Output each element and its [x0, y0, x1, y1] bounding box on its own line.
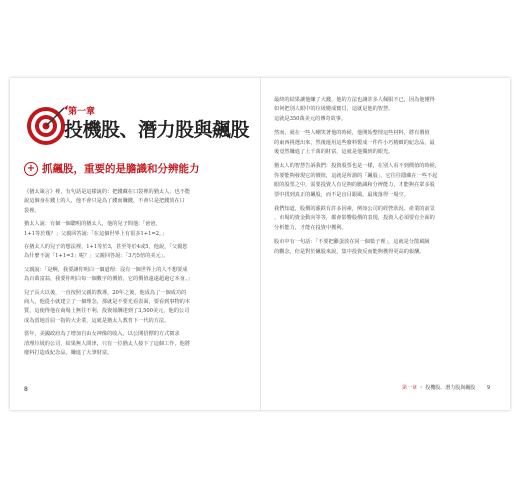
text-line: 猶太人說：有個一個聰明的猶太人，他的兒子問他:「爸爸， — [24, 221, 161, 228]
text-line: 、市場的資金動向等等，都會影響股價的表現，投資人必須要有全面的 — [274, 215, 435, 222]
text-line: 最終的結果讓他賺了大錢，他的方法也讓許多人佩服不已，因為他懂得 — [274, 97, 435, 103]
right-page — [260, 78, 510, 410]
text-line: 兒子長大以後，一直按照父親的教導，20年之後，他成為了一個成功的 — [24, 289, 187, 296]
text-line: 清理垃圾的公司，結果無人問津，只有一位猶太人接下了這個工作，他將 — [24, 340, 191, 347]
text-line: 為百萬富翁，我要你明白每一個數字的價值，它的價值遠遠超過它本身。」 — [24, 276, 193, 283]
page-number-left: 8 — [24, 386, 28, 393]
text-line: 股市中有一句話：「不要把雞蛋放在同一個籃子裡」，這就是分散風險 — [274, 239, 430, 246]
text-line: 《猶太箴言》裡，有句話是這樣說的：把錢藏在口袋裡的猶太人，也不能 — [24, 189, 191, 195]
text-line: 質，這使得他在商場上無往不利，投資報酬達到了3,500美元，他的公司 — [24, 308, 190, 315]
text-line: 父親說：「是啊，我要讓你明白一個道理：沒有一個世界上的人不想要成 — [24, 266, 188, 273]
paragraph — [274, 129, 435, 157]
text-line: 廢料打造成紀念品，賺進了大筆財富。 — [24, 349, 113, 356]
paragraph — [24, 266, 193, 285]
book-spread — [10, 78, 510, 410]
text-line: 如何把別人眼中的垃圾變成寶貝，這就是他的智慧。 — [274, 106, 394, 113]
text-line: 的東西挑選出來，然後運用這些廢料製成一件件小巧精緻的紀念品，最 — [274, 139, 435, 146]
plus-circle-icon: + — [24, 162, 38, 176]
paragraph — [24, 289, 190, 327]
page-number-right: 9 — [486, 385, 490, 391]
section-heading — [24, 161, 254, 177]
paragraph — [274, 96, 435, 124]
paragraph — [24, 220, 167, 239]
chapter-title: 投機股、潛力股與飆股 — [64, 119, 250, 141]
text-line: 這就是350萬美元的傳奇故事。 — [274, 115, 347, 122]
paragraph — [24, 188, 190, 216]
left-page — [10, 78, 260, 410]
text-line: 猶太人的智慧告訴我們：投資股票也是一樣，在別人看不到價值的時候， — [274, 163, 441, 170]
paragraph — [274, 162, 440, 200]
text-line: 然而，就在一些人嘲笑著他的時候，他開始整理這些材料，將有價值 — [274, 130, 430, 137]
text-line: 後竟然賺進了上千萬的財富，這就是他獨到的眼光。 — [274, 148, 394, 155]
running-head-chapter: 第一章 — [401, 385, 417, 391]
text-line: 我們知道，股價的漲跌有許多因素，例如公司的經營狀況、產業的前景 — [274, 206, 435, 212]
chapter-label: 第一章 — [68, 107, 96, 117]
text-line: 的觀念，但是對於飆股來說，集中投資反而能夠獲得更高的報酬。 — [274, 248, 425, 255]
text-line: 商人，他從小就建立了一個理念，那就是不要光看表面，要看到事物的本 — [24, 298, 191, 305]
text-line: 1+1等於幾？」父親回答說:「在這個世界上有很多1+1=2。」 — [24, 230, 167, 237]
text-line: 你要能夠發現它的價值，這就是所謂的「飆股」，它往往隱藏在一些不起 — [274, 172, 438, 179]
paragraph — [274, 238, 430, 257]
section-title: 抓飆股，重要的是膽識和分辨能力 — [42, 163, 200, 175]
running-head: 第一章 ・ 投機股、潛力股與飆股 9 — [401, 385, 490, 391]
text-line: 票中找到真正的飆股，而不是盲目跟風，最後落得一場空。 — [274, 191, 409, 198]
text-line: 當年，美國政府為了增加自由女神像的收入，以公開招標的方式徵求 — [24, 331, 180, 338]
text-line: 袋裡。 — [24, 207, 40, 214]
chapter-header — [24, 102, 254, 152]
paragraph — [24, 243, 188, 262]
text-line: 眼的股票之中，需要投資人有足夠的膽識和分辨能力，才能夠在眾多股 — [274, 182, 435, 189]
paragraph — [24, 330, 190, 358]
text-line: 在猶太人的兒子的想法裡，1+1等於3，甚至等於4或5，他說，「父親您 — [24, 244, 188, 250]
paragraph — [274, 205, 435, 233]
running-head-title: 投機股、潛力股與飆股 — [425, 385, 476, 391]
text-line: 為什麼不說「1+1=3」呢？」父親回答說：「3乃5倍的美元」。 — [24, 253, 169, 260]
text-line: 說這個身在錢上的人，他不會只是為了錢而賺錢，不會只是把錢放在口 — [24, 198, 185, 205]
text-line: 分析能力，才能在投資中獲利。 — [274, 224, 347, 231]
text-line: 成為當地首屈一指的大企業，這就是猶太人教育下一代的方法。 — [24, 317, 170, 324]
